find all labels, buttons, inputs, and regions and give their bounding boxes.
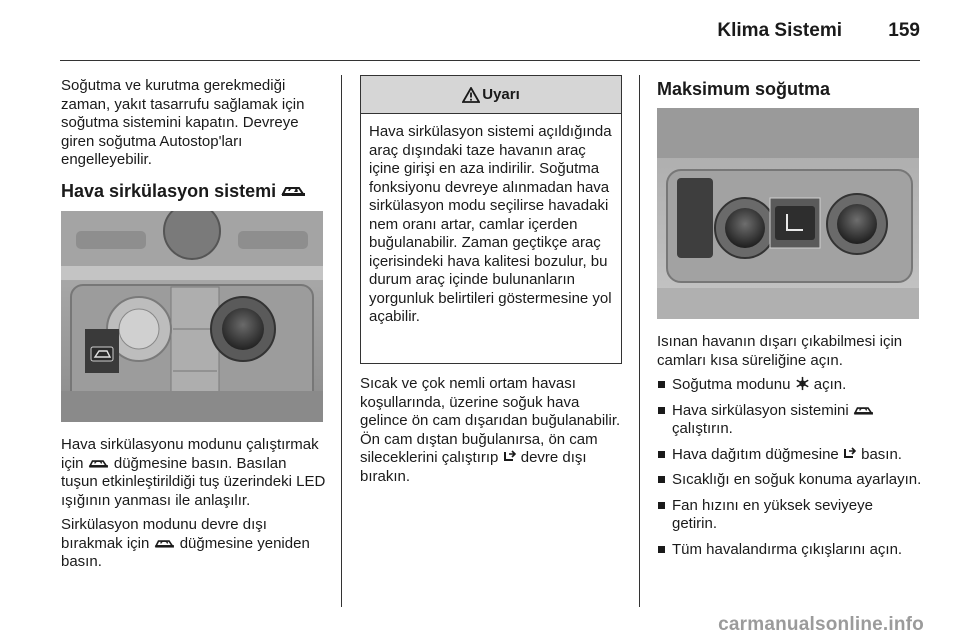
warning-header (361, 76, 621, 114)
max-cooling-steps (657, 376, 922, 559)
recirculation-control-photo (61, 211, 323, 422)
warning-triangle-icon (462, 87, 480, 103)
page-title: Klima Sistemi (717, 20, 842, 41)
list-item: Hava dağıtım düğmesine basın. (657, 446, 922, 465)
watermark: carmanualsonline.info (718, 614, 924, 635)
list-item: Fan hızını en yüksek seviyeye getirin. (657, 497, 922, 534)
recirculation-off-paragraph: Sirkülasyon modunu devre dışı bırakmak için düğmesine yeniden basın. (61, 516, 310, 570)
warning-label: Uyarı (482, 86, 520, 103)
air-distribution-seat-icon (503, 450, 517, 464)
max-cooling-heading: Maksimum soğutma (657, 79, 831, 99)
left-column (61, 77, 327, 176)
recirculation-car-icon (281, 183, 307, 199)
snowflake-ac-icon (795, 376, 810, 391)
warning-text: Hava sirkülasyon sistemi açıldığında araç dışındaki taze havanın araç içine girişi en aza indirilir. Soğutma fonksiyonu devreye alınmadan hava sirkülasyon modu seçilirse havadaki nem oranı artar, camlar içerden buğulanabilir. Zaman geçtikçe araç içerisindeki hava kalitesi bozulur, bu durum araç içinde bulunanların yorgunluk belirtileri göstermesine yol açabilir. (369, 123, 612, 325)
warning-box (360, 75, 622, 364)
recirculation-car-icon (853, 404, 875, 417)
page-header (0, 0, 960, 60)
middle-text (360, 375, 622, 492)
climate-panel-illustration (61, 211, 323, 422)
list-item: Tüm havalandırma çıkışlarını açın. (657, 541, 922, 560)
page-number: 159 (888, 20, 920, 41)
intro-paragraph: Soğutma ve kurutma gerekmediği zaman, yakıt tasarrufu sağlamak için soğutma sistemini kapatın. Devreye giren soğutma Autostop'ları engelleyebilir. (61, 77, 305, 168)
max-cooling-control-photo (657, 108, 919, 319)
recirculation-on-paragraph: Hava sirkülasyonu modunu çalıştırmak için düğmesine basın. Basılan tuşun etkinleştirildiği tuş üzerindeki LED ışığının yanması ile anlaşılır. (61, 436, 326, 509)
column-divider-2 (639, 75, 640, 607)
recirculation-heading: Hava sirkülasyon sistemi (61, 180, 331, 202)
climate-panel-closeup-illustration (657, 108, 919, 319)
fogging-paragraph: Sıcak ve çok nemli ortam havası koşullarında, üzerine soğuk hava gelince ön cam dışarıdan buğulanabilir. Ön cam dıştan buğulanırsa, ön cam sileceklerini çalıştırıp devre dışı bırakın. (360, 375, 621, 485)
list-item: Soğutma modunu açın. (657, 376, 922, 395)
header-rule (60, 60, 920, 61)
air-distribution-seat-icon (843, 447, 857, 461)
recirculation-car-icon (154, 537, 176, 550)
max-cooling-intro: Isınan havanın dışarı çıkabilmesi için camları kısa süreliğine açın. (657, 333, 903, 369)
max-cooling-text (657, 333, 922, 566)
column-divider-1 (341, 75, 342, 607)
recirculation-text (61, 436, 327, 578)
list-item: Sıcaklığı en soğuk konuma ayarlayın. (657, 471, 922, 490)
list-item: Hava sirkülasyon sistemini çalıştırın. (657, 402, 922, 439)
recirculation-car-icon (88, 457, 110, 470)
